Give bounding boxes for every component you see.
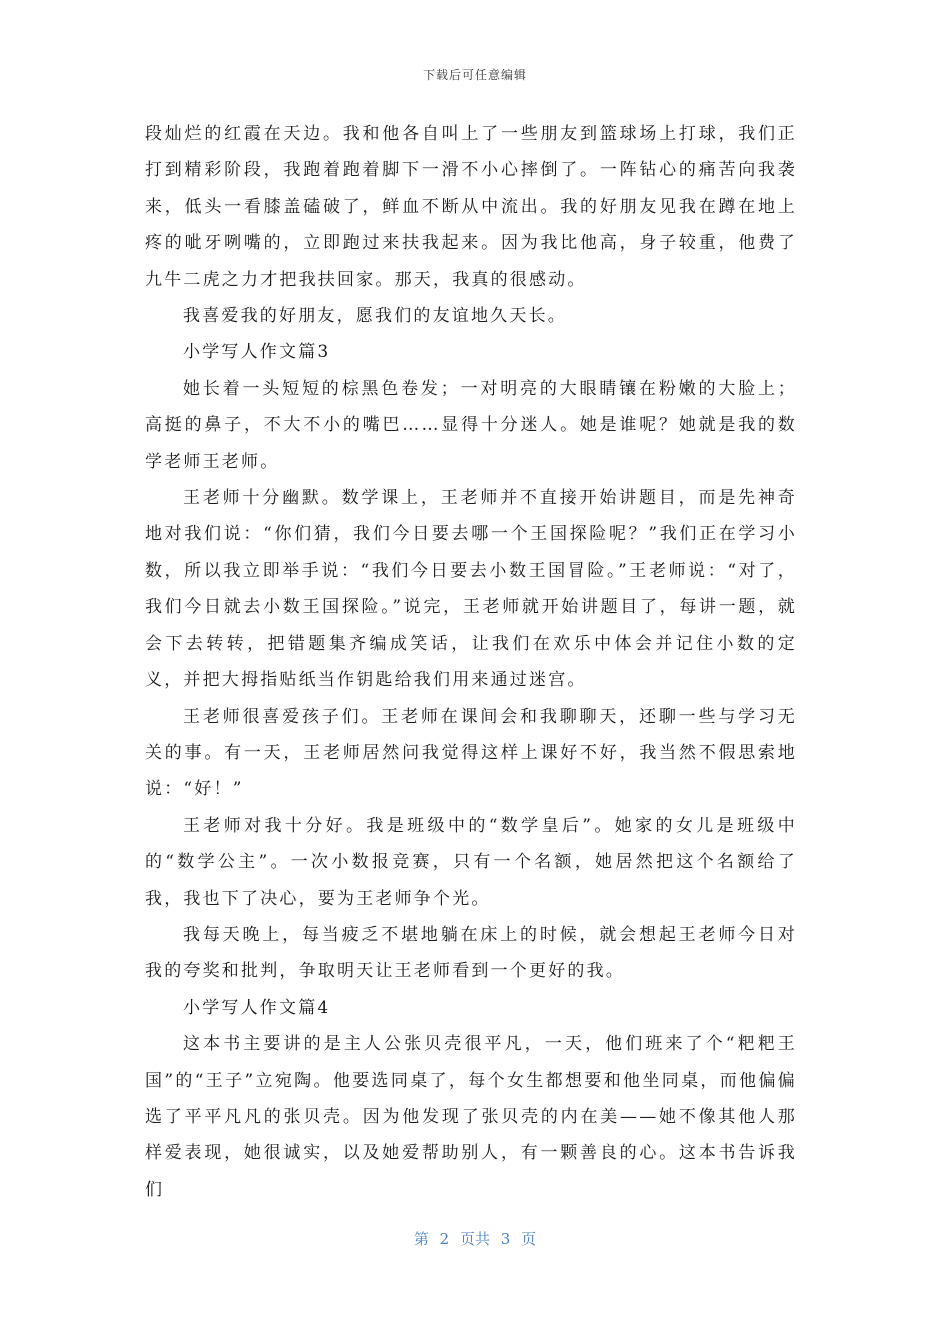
total-pages-number: 3 (500, 1230, 511, 1248)
page-header: 下载后可任意编辑 (422, 68, 527, 82)
paragraph: 王老师很喜爱孩子们。王老师在课间会和我聊聊天，还聊一些与学习无关的事。有一天，王老师居然问我觉得这样上课好不好，我当然不假思索地说：“好！” (145, 706, 797, 800)
footer-suffix: 页 (521, 1230, 537, 1248)
document-body (145, 116, 797, 1208)
page-footer (0, 1228, 950, 1249)
paragraph: 段灿烂的红霞在天边。我和他各自叫上了一些朋友到篮球场上打球，我们正打到精彩阶段，我跑着跑着脚下一滑不小心摔倒了。一阵钻心的痛苦向我袭来，低头一看膝盖磕破了，鲜血不断从中流出。我的好朋友见我在蹲在地上疼的呲牙咧嘴的，立即跑过来扶我起来。因为我比他高，身子较重，他费了九牛二虎之力才把我扶回家。那天，我真的很感动。 (145, 124, 797, 290)
paragraph: 我喜爱我的好朋友，愿我们的友谊地久天长。 (183, 306, 567, 327)
section-heading: 小学写人作文篇3 (183, 342, 331, 363)
footer-middle: 页共 (459, 1230, 490, 1248)
section-heading: 小学写人作文篇4 (183, 997, 331, 1018)
paragraph: 王老师十分幽默。数学课上，王老师并不直接开始讲题目，而是先神奇地对我们说：“你们猜，我们今日要去哪一个王国探险呢？”我们正在学习小数，所以我立即举手说：“我们今日要去小数王国冒险。”王老师说：“对了，我们今日就去小数王国探险。”说完，王老师就开始讲题目了，每讲一题，就会下去转转，把错题集齐编成笑话，让我们在欢乐中体会并记住小数的定义，并把大拇指贴纸当作钥匙给我们用来通过迷宫。 (145, 488, 797, 691)
paragraph: 这本书主要讲的是主人公张贝壳很平凡，一天，他们班来了个“粑粑王国”的“王子”立宛陶。他要选同桌了，每个女生都想要和他坐同桌，而他偏偏选了平平凡凡的张贝壳。因为他发现了张贝壳的内在美——她不像其他人那样爱表现，她很诚实，以及她爱帮助别人，有一颗善良的心。这本书告诉我们 (145, 1034, 797, 1200)
footer-prefix: 第 (413, 1230, 429, 1248)
paragraph: 我每天晚上，每当疲乏不堪地躺在床上的时候，就会想起王老师今日对我的夸奖和批判，争取明天让王老师看到一个更好的我。 (145, 924, 797, 982)
paragraph: 她长着一头短短的棕黑色卷发；一对明亮的大眼睛镶在粉嫩的大脸上；高挺的鼻子，不大不小的嘴巴……显得十分迷人。她是谁呢？她就是我的数学老师王老师。 (145, 378, 797, 472)
paragraph: 王老师对我十分好。我是班级中的“数学皇后”。她家的女儿是班级中的“数学公主”。一次小数报竞赛，只有一个名额，她居然把这个名额给了我，我也下了决心，要为王老师争个光。 (145, 815, 797, 909)
current-page-number: 2 (439, 1230, 450, 1248)
